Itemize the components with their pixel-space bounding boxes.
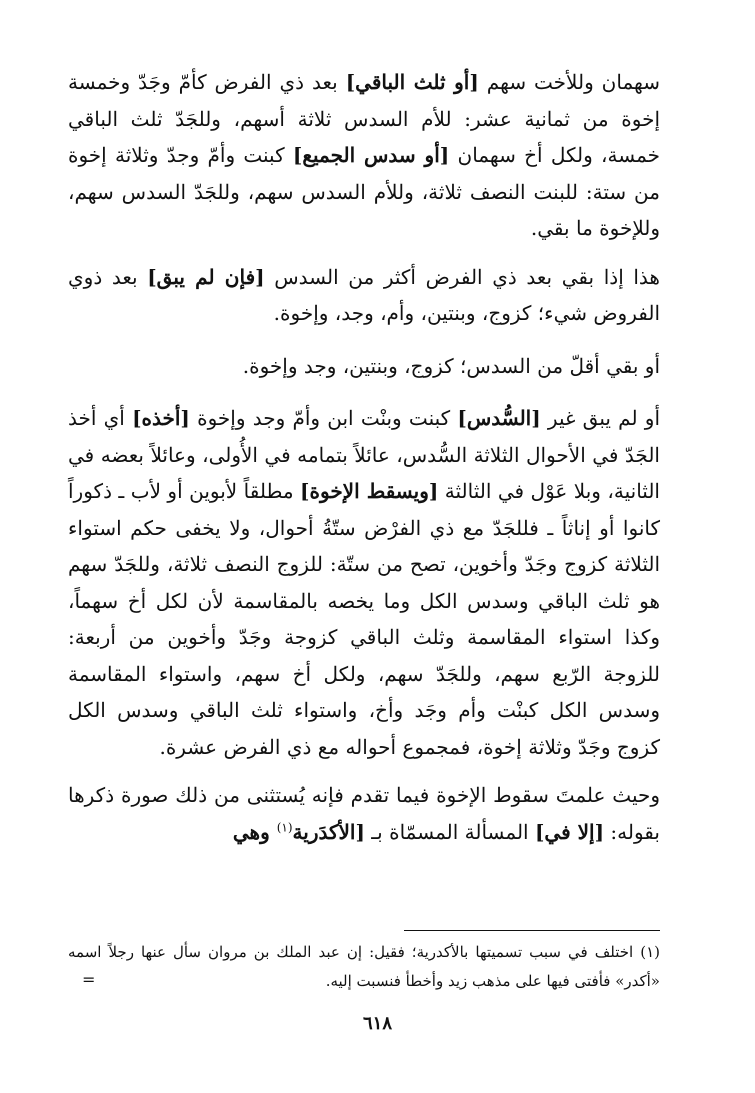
text-segment: كبنت وأمّ وجدّ وثلاثة إخوة من ستة: للبنت النصف ثلاثة، وللأم السدس سهم، وللجَدّ السدس سهم، وللإخوة ما بقي. bbox=[68, 143, 660, 240]
text-segment: أو بقي أقلّ من السدس؛ كزوج، وبنتين، وجد وإخوة. bbox=[242, 353, 660, 378]
footnote-reference: (١) bbox=[276, 819, 293, 834]
text-segment: أو لم يبق غير bbox=[540, 406, 661, 430]
page-body bbox=[68, 64, 660, 850]
text-segment: كبنت وبنْت ابن وأمّ وجد وإخوة bbox=[189, 406, 458, 430]
bold-term: [إلا في] bbox=[534, 819, 605, 844]
text-segment: بعد ذي الفرض كأمّ وجَدّ وخمسة إخوة من ثمانية عشر: للأم السدس ثلاثة أسهم، وللجَدّ ثلث الباقي خمسة، ولكل أخ سهمان bbox=[68, 70, 661, 167]
paragraph-5 bbox=[68, 777, 660, 850]
paragraph-3 bbox=[68, 348, 660, 385]
page-number: ٦١٨ bbox=[362, 1013, 392, 1034]
bold-term: [فإن لم يبق] bbox=[147, 264, 265, 289]
bold-term: [أو ثلث الباقي] bbox=[345, 70, 479, 94]
footnote-divider bbox=[404, 930, 660, 931]
paragraph-4 bbox=[68, 400, 660, 765]
text-segment: سهمان وللأخت سهم bbox=[478, 70, 661, 94]
paragraph-1 bbox=[68, 64, 660, 247]
bold-term: وهي bbox=[232, 819, 277, 844]
footnote-text: (١) اختلف في سبب تسميتها بالأكدرية؛ فقيل: إن عبد الملك بن مروان سأل عنها رجلاً اسمه «أكدر» فأفتى فيها على مذهب زيد وأخطأ فنسبت إليه. bbox=[68, 943, 660, 990]
text-segment: أي أخذ الجَدّ في الأحوال الثلاثة السُّدس، عائلاً بتمامه في الأُولى، وعائلاً بعضه في الثانية، وبلا عَوْل في الثالثة bbox=[68, 406, 660, 503]
text-segment: هذا إذا بقي بعد ذي الفرض أكثر من السدس bbox=[264, 264, 660, 289]
bold-term: [أو سدس الجميع] bbox=[292, 143, 450, 167]
text-segment: المسألة المسمّاة بـ bbox=[364, 819, 535, 844]
text-segment: مطلقاً لأبوين أو لأب ـ ذكوراً كانوا أو إناثاً ـ فللجَدّ مع ذي الفرْض ستّةُ أحوال، ولا يخفى حكم استواء الثلاثة كزوج وجَدّ وأخوين، تصح من ستّة: للزوج النصف ثلاثة، وللجَدّ سهم هو ثلث الباقي وسدس الكل وما يخصه بالمقاسمة لأن لكل أخ سهماً، وكذا استواء المقاسمة وثلث الباقي كزوجة وجَدّ وأخوين من أربعة: للزوجة الرّبع سهم، وللجَدّ سهم، ولكل أخ سهم، واستواء المقاسمة وسدس الكل كبنْت وأم وجَد وأخ، واستواء ثلث الباقي وسدس الكل كزوج وجَدّ وثلاثة إخوة، فمجموع أحواله مع ذي الفرض عشرة. bbox=[68, 479, 661, 759]
text-segment: بعد ذوي الفروض شيء؛ كزوج، وبنتين، وأم، وجد، وإخوة. bbox=[68, 264, 660, 325]
text-segment: وحيث علمتَ سقوط الإخوة فيما تقدم فإنه يُستثنى من ذلك صورة ذكرها بقوله: bbox=[68, 783, 660, 844]
bold-term: [أخذه] bbox=[132, 406, 190, 430]
bold-term: [ويسقط الإخوة] bbox=[300, 479, 439, 503]
bold-term: [السُّدس] bbox=[457, 406, 541, 430]
footnote-continuation-mark: = bbox=[82, 970, 96, 989]
bold-term: [الأكدَرية bbox=[292, 819, 365, 844]
paragraph-2 bbox=[68, 259, 660, 332]
